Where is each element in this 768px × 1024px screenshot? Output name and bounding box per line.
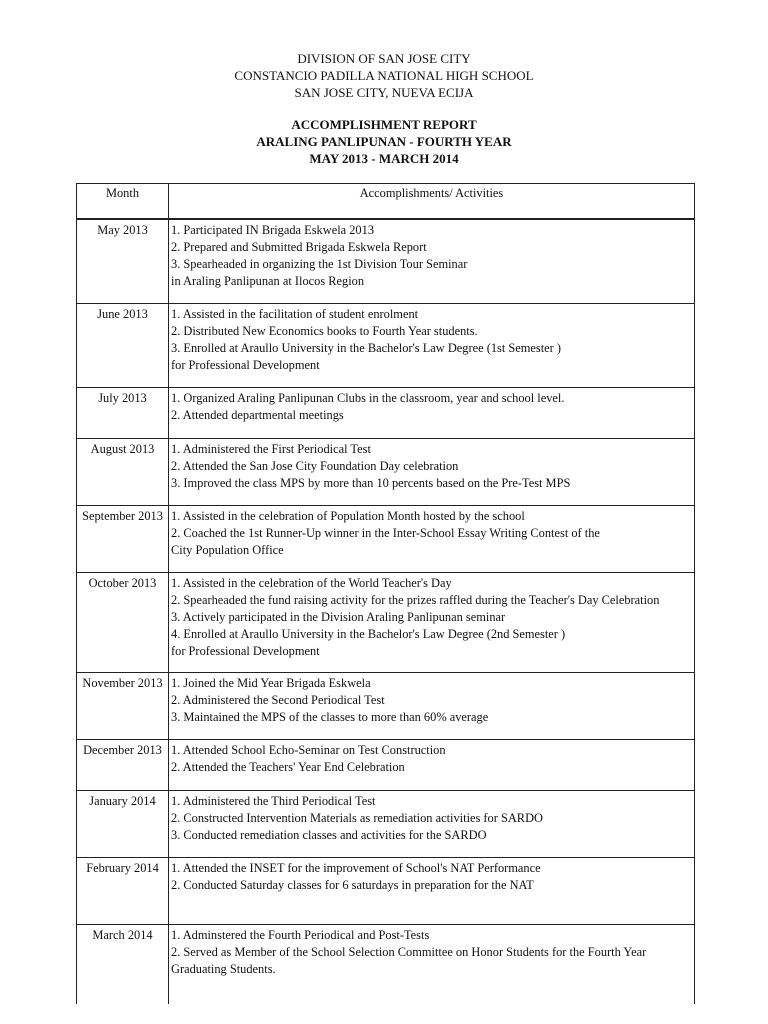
accomplishment-line: 1. Attended School Echo-Seminar on Test Construction	[171, 742, 446, 757]
org-line: DIVISION OF SAN JOSE CITY	[297, 51, 471, 66]
accomplishment-line: 3. Actively participated in the Division Araling Panlipunan seminar	[171, 609, 506, 624]
accomplishment-line: for Professional Development	[171, 643, 320, 658]
row-accomplishments	[169, 924, 695, 1004]
accomplishment-line: in Araling Panlipunan at Ilocos Region	[171, 274, 365, 288]
report-title: ACCOMPLISHMENT REPORT	[291, 117, 477, 132]
row-month: October 2013	[77, 572, 169, 672]
table-row	[77, 219, 695, 303]
accomplishment-line: City Population Office	[171, 542, 284, 557]
org-line: SAN JOSE CITY, NUEVA ECIJA	[294, 85, 474, 100]
table-row	[77, 672, 695, 739]
accomplishment-line: 2. Distributed New Economics books to Fourth Year students.	[171, 323, 478, 338]
row-month: July 2013	[77, 387, 169, 438]
accomplishment-line: 1. Joined the Mid Year Brigada Eskwela	[171, 675, 371, 690]
row-month: September 2013	[77, 505, 169, 572]
accomplishment-line: 1. Attended the INSET for the improvement of School's NAT Performance	[171, 860, 541, 875]
table-row	[77, 739, 695, 790]
table-row	[77, 924, 695, 1004]
accomplishment-line: for Professional Development	[171, 357, 320, 372]
row-accomplishments	[169, 219, 695, 303]
row-accomplishments	[169, 438, 695, 505]
accomplishment-line: 1. Assisted in the celebration of Population Month hosted by the school	[171, 508, 525, 523]
row-month: February 2014	[77, 857, 169, 924]
row-accomplishments	[169, 303, 695, 387]
accomplishment-line: 3. Improved the class MPS by more than 10 percents based on the Pre-Test MPS	[171, 475, 571, 490]
table-row	[77, 790, 695, 857]
column-header-accomplishments: Accomplishments/ Activities	[169, 184, 695, 220]
row-month: November 2013	[77, 672, 169, 739]
accomplishment-line: 1. Participated IN Brigada Eskwela 2013	[171, 223, 375, 237]
table-row	[77, 505, 695, 572]
row-accomplishments	[169, 387, 695, 438]
accomplishment-line: 1. Assisted in the celebration of the World Teacher's Day	[171, 575, 452, 590]
table-body	[77, 219, 695, 1004]
row-accomplishments	[169, 572, 695, 672]
accomplishment-line: 2. Spearheaded the fund raising activity for the prizes raffled during the Teacher's Day Celebration	[171, 592, 660, 607]
row-accomplishments	[169, 790, 695, 857]
report-header	[0, 0, 768, 167]
accomplishment-line: 3. Conducted remediation classes and activities for the SARDO	[171, 827, 487, 842]
accomplishment-line: 2. Coached the 1st Runner-Up winner in the Inter-School Essay Writing Contest of the	[171, 525, 600, 540]
table-row	[77, 572, 695, 672]
accomplishment-table	[76, 183, 695, 1004]
table-row	[77, 303, 695, 387]
accomplishment-line: 2. Prepared and Submitted Brigada Eskwela Report	[171, 240, 427, 254]
row-month: March 2014	[77, 924, 169, 1004]
report-period: MAY 2013 - MARCH 2014	[309, 151, 459, 166]
row-accomplishments	[169, 505, 695, 572]
accomplishment-line: 1. Administered the First Periodical Test	[171, 441, 371, 456]
accomplishment-line: 2. Attended the Teachers' Year End Celebration	[171, 759, 405, 774]
accomplishment-line: 2. Constructed Intervention Materials as remediation activities for SARDO	[171, 810, 543, 825]
row-accomplishments	[169, 857, 695, 924]
accomplishment-line: 3. Enrolled at Araullo University in the Bachelor's Law Degree (1st Semester )	[171, 340, 562, 355]
row-accomplishments	[169, 739, 695, 790]
accomplishment-line: 2. Administered the Second Periodical Test	[171, 692, 385, 707]
accomplishment-line: 1. Adminstered the Fourth Periodical and Post-Tests	[171, 927, 430, 942]
accomplishment-line: 1. Assisted in the facilitation of student enrolment	[171, 306, 419, 321]
accomplishment-line: 2. Served as Member of the School Selection Committee on Honor Students for the Fourth Year	[171, 944, 647, 959]
table-header-row	[77, 184, 695, 220]
accomplishment-line: 2. Attended the San Jose City Foundation Day celebration	[171, 458, 459, 473]
accomplishment-line: 4. Enrolled at Araullo University in the Bachelor's Law Degree (2nd Semester )	[171, 626, 566, 641]
row-month: August 2013	[77, 438, 169, 505]
table-row	[77, 857, 695, 924]
column-header-month: Month	[77, 184, 169, 220]
accomplishment-line: 2. Conducted Saturday classes for 6 saturdays in preparation for the NAT	[171, 877, 534, 892]
accomplishment-line: 2. Attended departmental meetings	[171, 407, 344, 422]
row-month: December 2013	[77, 739, 169, 790]
row-month: January 2014	[77, 790, 169, 857]
org-line: CONSTANCIO PADILLA NATIONAL HIGH SCHOOL	[234, 68, 534, 83]
row-month: June 2013	[77, 303, 169, 387]
accomplishment-line: 1. Organized Araling Panlipunan Clubs in the classroom, year and school level.	[171, 390, 565, 405]
row-accomplishments	[169, 672, 695, 739]
row-month: May 2013	[77, 219, 169, 303]
report-subject: ARALING PANLIPUNAN - FOURTH YEAR	[256, 134, 512, 149]
table-row	[77, 438, 695, 505]
accomplishment-line: 1. Administered the Third Periodical Test	[171, 793, 376, 808]
accomplishment-line: Graduating Students.	[171, 961, 276, 976]
accomplishment-line: 3. Spearheaded in organizing the 1st Division Tour Seminar	[171, 257, 468, 271]
table-row	[77, 387, 695, 438]
accomplishment-line: 3. Maintained the MPS of the classes to more than 60% average	[171, 709, 489, 724]
